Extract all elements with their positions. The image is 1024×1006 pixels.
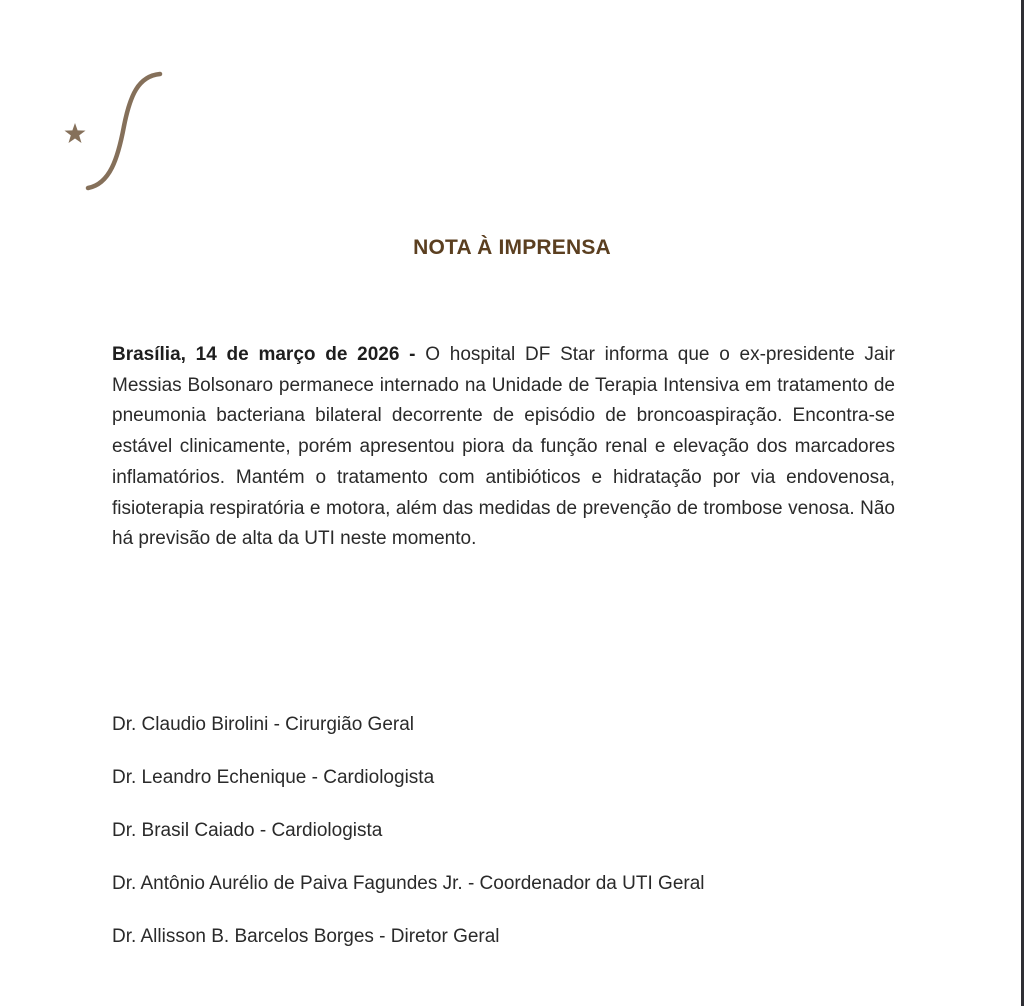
signatory: Dr. Allisson B. Barcelos Borges - Diretor Geral (112, 926, 500, 947)
signatory: Dr. Leandro Echenique - Cardiologista (112, 767, 435, 788)
signatories-list (112, 710, 705, 975)
signatory: Dr. Brasil Caiado - Cardiologista (112, 820, 383, 841)
dateline: Brasília, 14 de março de 2026 - (112, 344, 416, 365)
integral-stroke (88, 74, 160, 188)
press-release-body (112, 340, 895, 555)
star-integral-logo-icon (58, 66, 170, 196)
body-text: O hospital DF Star informa que o ex-presidente Jair Messias Bolsonaro permanece internado na Unidade de Terapia Intensiva em tratamento de pneumonia bacteriana bilateral decorrente de episódio de broncoaspiração. Encontra-se estável clinicamente, porém apresentou piora da função renal e elevação dos marcadores inflamatórios. Mantém o tratamento com antibióticos e hidratação por via endovenosa, fisioterapia respiratória e motora, além das medidas de prevenção de trombose venosa. Não há previsão de alta da UTI neste momento. (112, 344, 895, 550)
signatory: Dr. Claudio Birolini - Cirurgião Geral (112, 714, 414, 735)
star-icon (65, 123, 86, 143)
signatory: Dr. Antônio Aurélio de Paiva Fagundes Jr. - Coordenador da UTI Geral (112, 873, 705, 894)
page-title: NOTA À IMPRENSA (413, 236, 611, 259)
